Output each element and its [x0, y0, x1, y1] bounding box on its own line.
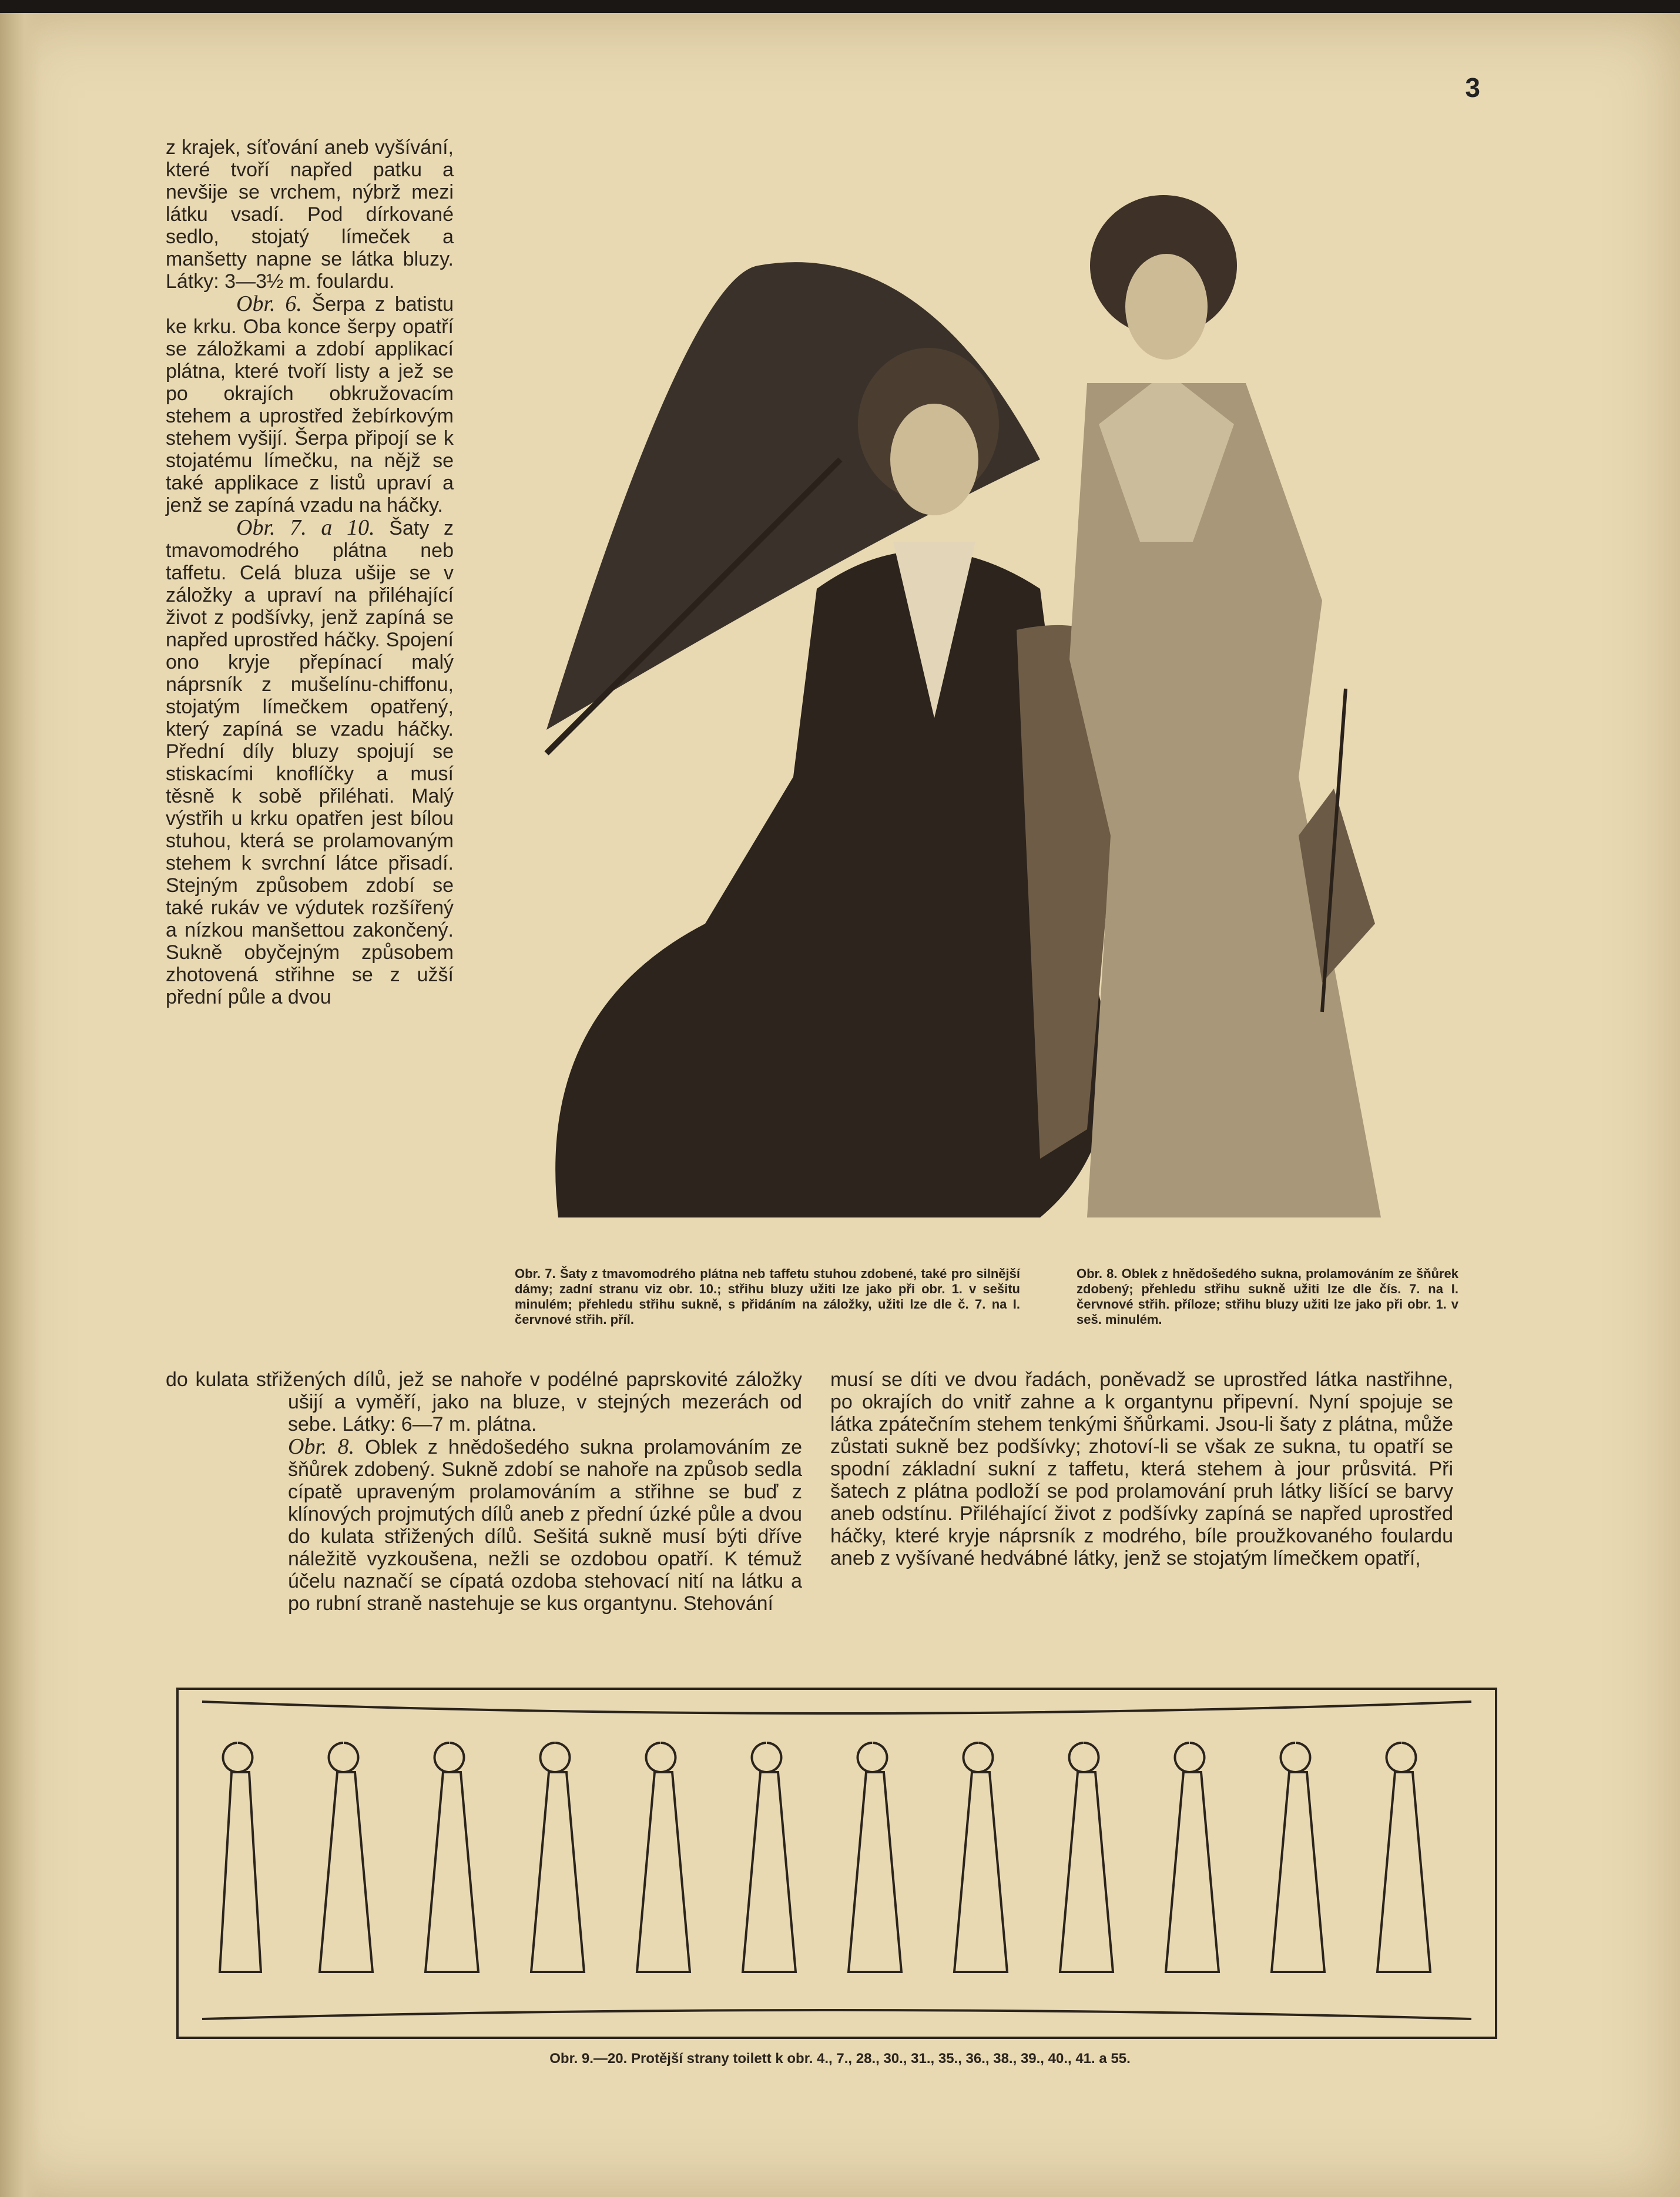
right-column: musí se díti ve dvou řadách, poněvadž se uprostřed látka nastřihne, po okrajích do vnitř zahne a k organtynu připevní. Nyní spojuje se látka zpátečním stehem tenkými šňůrkami. Jsou-li šaty z plátna, může zůstati sukně bez podšívky; zhotoví-li se však ze sukna, tu opatří se spodní základní sukní z taffetu, která stehem à jour průsvitá. Při šatech z plátna podloží se pod prolamování pruh látky lišící se barvy aneb odstínu. Přiléhající život z podšívky zapíná se napřed uprostřed háčky, které kryje náprsník z modrého, bíle proužkovaného foulardu aneb z vyšívané hedvábné látky, jenž se stojatým límečkem opatří, — [830, 1368, 1453, 1569]
paragraph-obr6 — [166, 293, 454, 516]
paragraph-obr7 — [166, 516, 454, 1008]
fashion-figures-strip — [176, 1688, 1497, 2039]
caption-figures-9-20: Obr. 9.—20. Protější strany toilett k obr. 4., 7., 28., 30., 31., 35., 36., 38., 39., 40., 41. a 55. — [549, 2051, 1131, 2067]
paragraph-obr7-text: Šaty z tmavomodrého plátna neb taffetu. Celá bluza ušije se v záložky a upraví na přiléhající život z podšívky, jenž zapíná se napřed uprostřed háčky. Spojení ono kryje přepínací malý náprsník z mušelínu-chiffonu, stojatým límečkem opatřený, který zapíná se vzadu háčky. Přední díly bluzy spojují se stiskacími knoflíčky a musí těsně k sobě přiléhati. Malý výstřih u krku opatřen jest bílou stuhou, která se prolamovaným stehem k svrchní látce přisadí. Stejným způsobem zdobí se také rukáv ve výdutek rozšířený a nízkou manšettou zakončený. Sukně obyčejným způsobem zhotovená střihne se z užší přední půle a dvou — [166, 517, 454, 1008]
figure-silhouettes — [220, 1743, 1430, 1972]
page-number: 3 — [1465, 72, 1480, 103]
middle-column — [166, 1368, 802, 1615]
paragraph-obr8-text: Oblek z hnědošedého sukna prolamováním ze šňůrek zdobený. Sukně zdobí se nahoře na způsob sedla cípatě upraveným prolamováním a střihne se buď z klínových projmutých dílů aneb z přední úzké půle a dvou do kulata střižených dílů. Sešitá sukně musí býti dříve náležitě vyzkoušena, nežli se ozdobou opatří. K témuž účelu naznačí se cípatá ozdoba stehovací nití na látku a po rubní straně nastehuje se kus organtynu. Stehování — [288, 1436, 803, 1615]
paragraph-continuation: do kulata střižených dílů, jež se nahoře v podélné paprskovité záložky ušijí a vyměří, jako na bluze, v stejných mezerách od sebe. Látky: 6—7 m. plátna. — [166, 1368, 802, 1435]
caption-figure-8: Obr. 8. Oblek z hnědošedého sukna, prolamováním ze šňůrek zdobený; přehledu střihu sukně užiti lze dle čís. 7. na I. červnové střih. příloze; střihu bluzy užiti lze jako při obr. 1. v seš. minulém. — [1077, 1266, 1458, 1327]
paragraph-intro: z krajek, síťování aneb vyšívání, které tvoří napřed patku a nevšije se vrchem, nýbrž mezi látku vsadí. Pod dírkované sedlo, stojatý límeček a manšetty napne se látka bluzy. Látky: 3—3½ m. foulardu. — [166, 136, 454, 293]
illustration-two-women-parasols — [511, 130, 1393, 1247]
paragraph-obr6-text: Šerpa z batistu ke krku. Oba konce šerpy opatří se záložkami a zdobí applikací plátna, které tvoří listy a jež se po okrajích obkružovacím stehem a uprostřed žebírkovým stehem vyšijí. Šerpa připojí se k stojatému límečku, na nějž se také applikace z listů upraví a jenž se zapíná vzadu na háčky. — [166, 293, 454, 516]
strip-bottom-flourish — [202, 2010, 1471, 2019]
page — [0, 13, 1680, 2197]
fashion-figures-illustration — [179, 1690, 1495, 2037]
caption-figure-7: Obr. 7. Šaty z tmavomodrého plátna neb taffetu stuhou zdobené, také pro silnější dámy; zadní stranu viz obr. 10.; střihu bluzy užiti lze jako při obr. 1. v sešitu minulém; přehledu střihu sukně, s přidáním na záložky, užiti lze dle č. 7. na I. červnové střih. příl. — [515, 1266, 1020, 1327]
figure-ref-8: Obr. 8. — [288, 1434, 355, 1459]
left-column — [166, 136, 454, 1008]
figure-ref-6: Obr. 6. — [236, 291, 302, 316]
strip-top-flourish — [202, 1702, 1471, 1713]
figure-ref-7: Obr. 7. a 10. — [236, 515, 375, 540]
paragraph-obr8 — [166, 1435, 802, 1615]
binding-edge — [0, 13, 41, 2197]
